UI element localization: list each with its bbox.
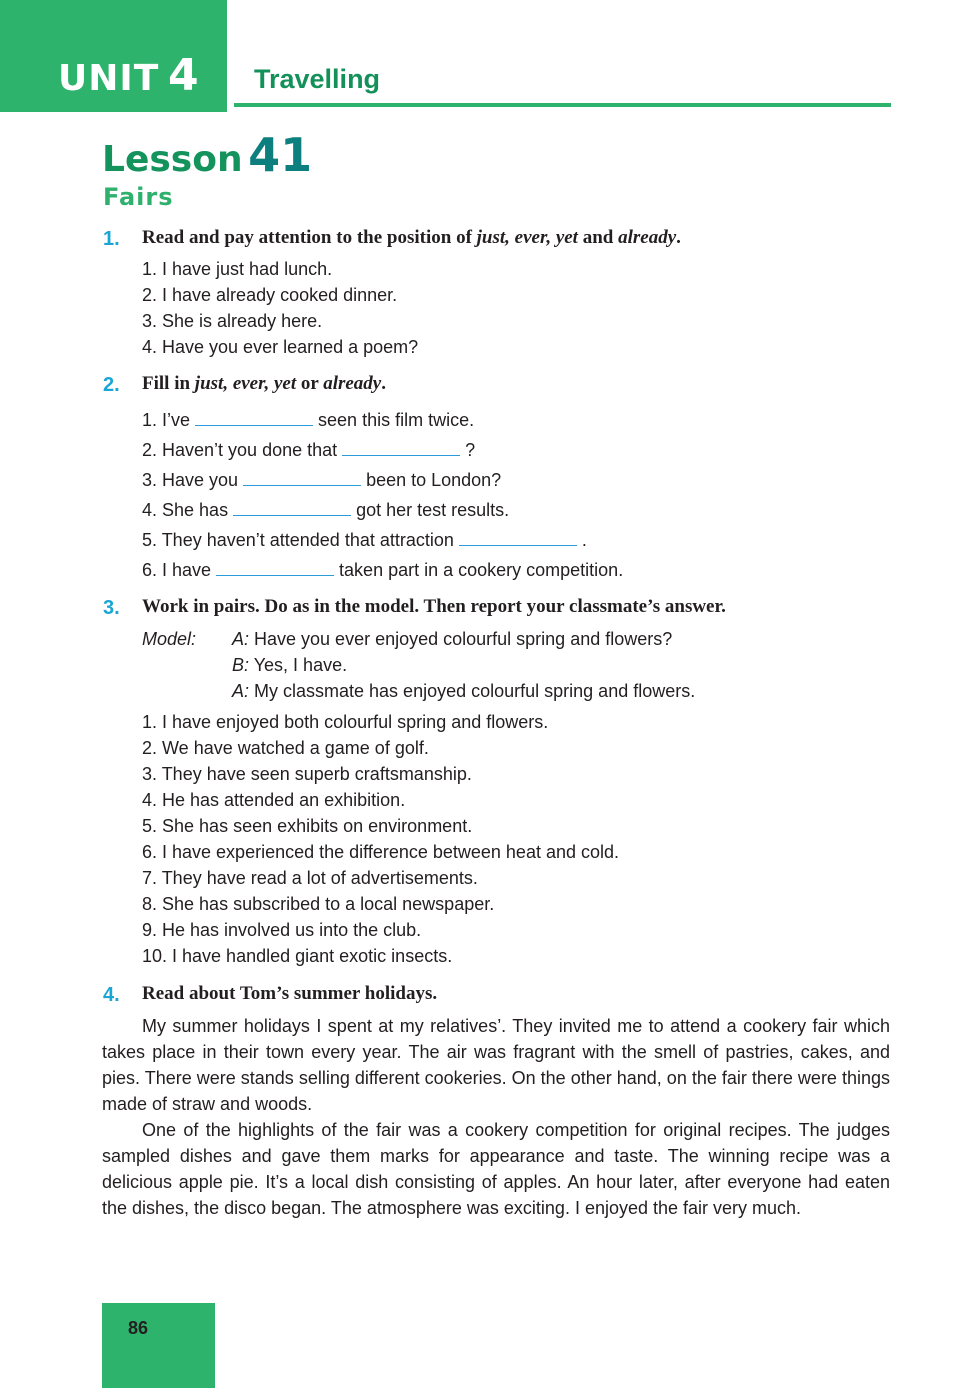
fill-in-item (142, 470, 501, 491)
speaker: B: (232, 655, 250, 675)
item-text: ? (465, 440, 476, 460)
list-item: 5. She has seen exhibits on environment. (142, 816, 473, 836)
instr-italic: just, ever, yet (476, 227, 578, 248)
instr-text: and (577, 227, 619, 248)
model-text: My classmate has enjoyed colourful spring and flowers. (249, 681, 696, 701)
list-item: 2. We have watched a game of golf. (142, 738, 429, 758)
list-item: 6. I have experienced the difference between heat and cold. (142, 842, 620, 862)
blank-field[interactable] (243, 471, 361, 486)
list-item: 10. I have handled giant exotic insects. (142, 946, 453, 966)
page-number: 86 (128, 1318, 149, 1338)
unit-title: Travelling (254, 64, 381, 94)
instr-text: Fill in (142, 373, 195, 394)
item-text: 1. I’ve (142, 410, 191, 430)
instr-italic: already (323, 373, 382, 394)
reading-paragraph: One of the highlights of the fair was a cookery competition for original recipes. The judges sampled dishes and gave them marks for appearance and taste. The winning recipe was a delicious apple pie. It’s a local dish consisting of apples. An hour later, after everyone had eaten the dishes, the disco began. The atmosphere was exciting. I enjoyed the fair very much. (102, 1120, 890, 1218)
exercise-2-instruction (142, 373, 386, 395)
item-text: 3. Have you (142, 470, 239, 490)
item-text: 2. Haven’t you done that (142, 440, 338, 460)
reading-paragraph: My summer holidays I spent at my relatives’. They invited me to attend a cookery fair which takes place in their town every year. The air was fragrant with the smell of pastries, cakes, and pies. There were stands selling different cookeries. On the other hand, on the fair there were things made of straw and woods. (102, 1016, 890, 1114)
page-number-box (102, 1303, 215, 1388)
item-text: . (581, 530, 587, 550)
unit-label: UNIT (58, 58, 160, 99)
exercise-3-instruction: Work in pairs. Do as in the model. Then report your classmate’s answer. (142, 596, 726, 617)
item-text: 6. I have (142, 560, 212, 580)
blank-field[interactable] (459, 531, 577, 546)
lesson-subtitle: Fairs (103, 183, 174, 211)
item-text: got her test results. (356, 500, 510, 520)
unit-number: 4 (168, 50, 199, 101)
model-label: Model: (142, 629, 197, 649)
exercise-3-number: 3. (103, 597, 120, 619)
blank-field[interactable] (342, 441, 460, 456)
instr-italic: already (618, 227, 677, 248)
list-item: 7. They have read a lot of advertisements. (142, 868, 478, 888)
exercise-4-number: 4. (103, 984, 120, 1006)
list-item: 8. She has subscribed to a local newspaper. (142, 894, 495, 914)
speaker: A: (232, 681, 250, 701)
instr-text: Read and pay attention to the position of (142, 227, 477, 248)
blank-field[interactable] (195, 411, 313, 426)
exercise-4-instruction: Read about Tom’s summer holidays. (142, 983, 438, 1004)
lesson-label: Lesson (102, 139, 243, 180)
fill-in-item (142, 410, 474, 431)
blank-field[interactable] (233, 501, 351, 516)
fill-in-item (142, 440, 475, 461)
model-line (232, 681, 695, 702)
item-text: taken part in a cookery competition. (339, 560, 624, 580)
item-text: 4. She has (142, 500, 229, 520)
list-item: 4. Have you ever learned a poem? (142, 337, 419, 357)
list-item: 1. I have just had lunch. (142, 259, 333, 279)
model-line (232, 655, 347, 676)
unit-banner (0, 0, 227, 112)
list-item: 2. I have already cooked dinner. (142, 285, 398, 305)
model-text: Have you ever enjoyed colourful spring and flowers? (249, 629, 673, 649)
item-text: 5. They haven’t attended that attraction (142, 530, 454, 550)
exercise-1-instruction (142, 227, 681, 249)
list-item: 3. They have seen superb craftsmanship. (142, 764, 472, 784)
model-text: Yes, I have. (249, 655, 348, 675)
item-text: been to London? (366, 470, 502, 490)
lesson-number: 41 (248, 128, 313, 182)
list-item: 9. He has involved us into the club. (142, 920, 422, 940)
list-item: 3. She is already here. (142, 311, 323, 331)
exercise-1-number: 1. (103, 228, 120, 250)
item-text: seen this film twice. (318, 410, 475, 430)
fill-in-item (142, 560, 623, 581)
header-rule (234, 103, 891, 107)
fill-in-item (142, 530, 587, 551)
list-item: 1. I have enjoyed both colourful spring and flowers. (142, 712, 549, 732)
blank-field[interactable] (216, 561, 334, 576)
speaker: A: (232, 629, 250, 649)
instr-text: or (296, 373, 324, 394)
instr-text: . (676, 227, 681, 248)
fill-in-item (142, 500, 509, 521)
instr-text: . (381, 373, 386, 394)
instr-italic: just, ever, yet (194, 373, 297, 394)
list-item: 4. He has attended an exhibition. (142, 790, 406, 810)
model-line (232, 629, 672, 650)
lesson-title (102, 128, 312, 182)
exercise-2-number: 2. (103, 374, 120, 396)
